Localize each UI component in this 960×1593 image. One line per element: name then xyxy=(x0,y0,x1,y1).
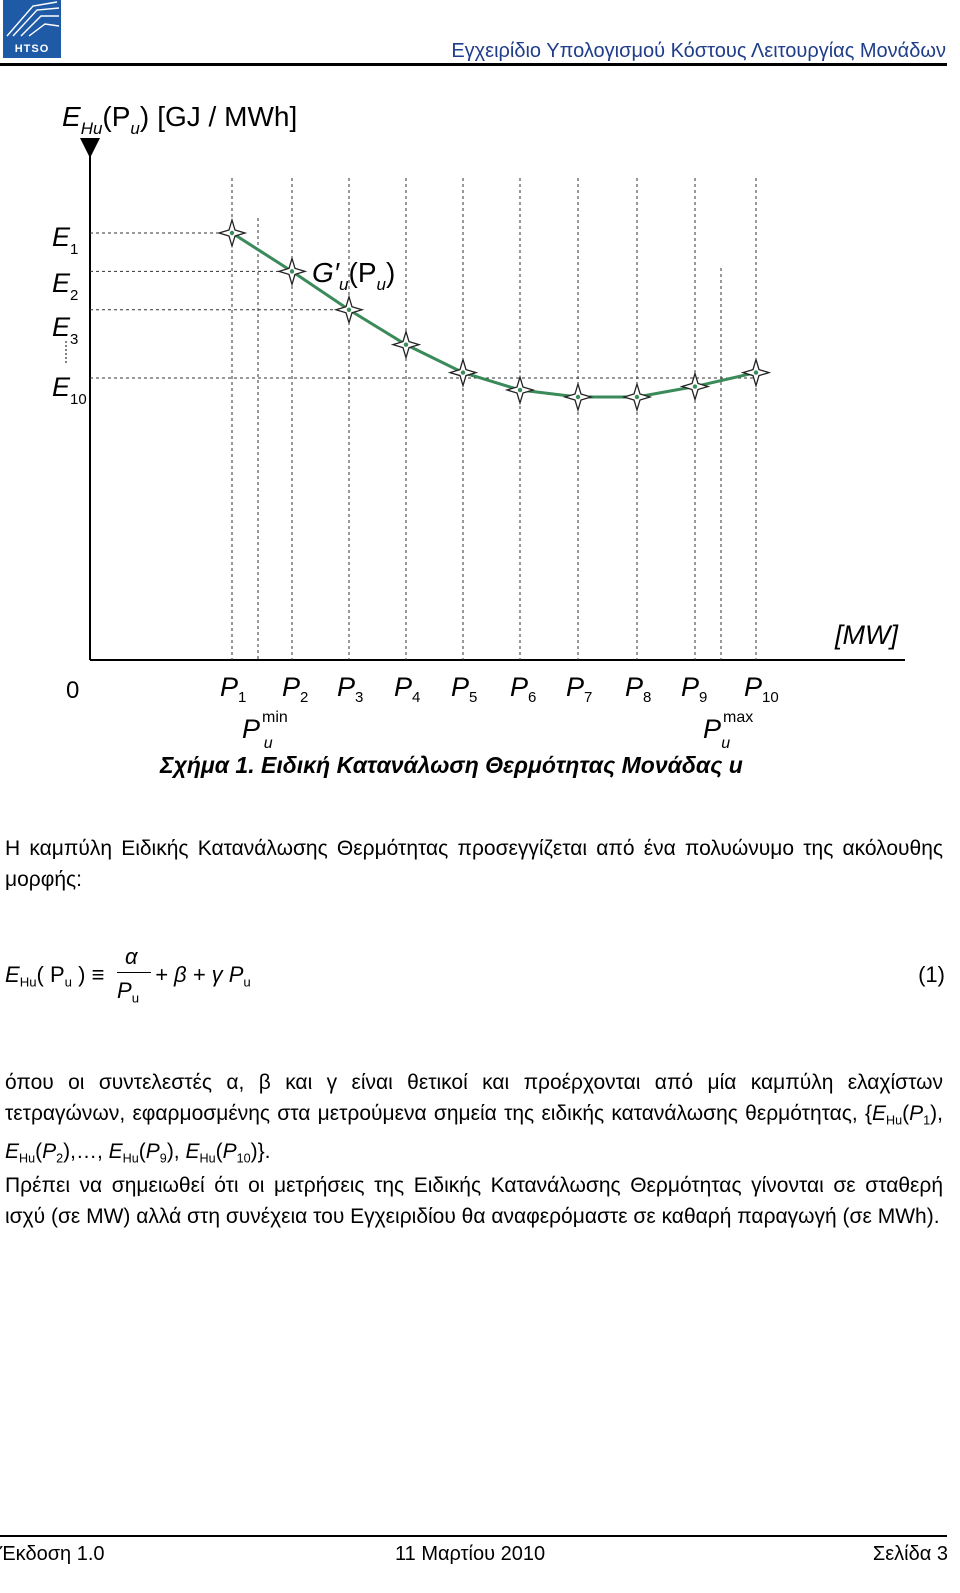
y-tick-sub: 2 xyxy=(70,287,79,304)
x-tick-label xyxy=(220,672,246,706)
horizontal-guides xyxy=(90,233,756,378)
star-marker-icon xyxy=(507,377,533,403)
star-center xyxy=(518,388,522,392)
footer-date: 11 Μαρτίου 2010 xyxy=(395,1543,546,1565)
y-axis-label: $E_{Hu}(P_u)$ [GJ / MWh] xyxy=(62,101,298,138)
star-center xyxy=(754,370,758,374)
logo-text: HTSO xyxy=(14,43,50,55)
star-marker-icon xyxy=(450,360,476,386)
y-tick-main: E xyxy=(52,312,71,342)
footer-edition: Έκδοση 1.0 xyxy=(0,1543,105,1565)
curve-label: $G'_u(P_u)$ xyxy=(312,257,396,294)
equation-rhs: + β + γ $P_u$ xyxy=(155,962,251,990)
star-center xyxy=(693,384,697,388)
star-marker-icon xyxy=(279,258,305,284)
x-tick-sub: 9 xyxy=(699,689,708,706)
x-tick-label xyxy=(337,672,363,706)
x-tick-sub: 8 xyxy=(643,689,652,706)
star-marker-icon xyxy=(743,360,769,386)
origin-label: 0 xyxy=(66,677,80,704)
equation-denominator: $P_u$ xyxy=(117,978,140,1006)
y-tick-sub: 10 xyxy=(70,391,87,408)
x-tick-main: P xyxy=(681,672,700,702)
star-center xyxy=(404,342,408,346)
header-title: Εγχειρίδιο Υπολογισμού Κόστους Λειτουργίας Μονάδων xyxy=(451,40,946,62)
heat-rate-chart xyxy=(0,66,960,756)
y-tick-sub: 1 xyxy=(70,241,79,258)
x-tick-sub: 6 xyxy=(528,689,537,706)
star-center xyxy=(290,269,294,273)
star-marker-icon xyxy=(624,384,650,410)
x-tick-sub: 3 xyxy=(355,689,364,706)
star-center xyxy=(576,395,580,399)
y-tick-label xyxy=(52,268,78,304)
x-tick-label xyxy=(282,672,308,706)
equation-lhs: $E_{Hu}$( $P_u$ ) ≡ xyxy=(5,962,105,990)
fraction-bar xyxy=(117,972,151,973)
x-tick-main: P xyxy=(625,672,644,702)
x-tick-main: P xyxy=(510,672,529,702)
x-tick-label xyxy=(681,672,707,706)
y-tick-main: E xyxy=(52,222,71,252)
x-tick-labels xyxy=(220,672,779,706)
x-tick-main: P xyxy=(220,672,239,702)
x-tick-main: P xyxy=(566,672,585,702)
y-tick-label xyxy=(52,312,78,348)
vertical-guides xyxy=(232,178,756,660)
x-tick-main: P xyxy=(744,672,763,702)
star-center xyxy=(230,231,234,235)
equation-1 xyxy=(5,944,945,1010)
paragraph-measurement-note: Πρέπει να σημειωθεί ότι οι μετρήσεις της Ειδικής Κατανάλωσης Θερμότητας γίνονται σε σταθερή ισχύ (σε MW) αλλά στη συνέχεια του Εγχειριδίου θα αναφερόμαστε σε καθαρή παραγωγή (σε MWh). xyxy=(5,1174,943,1228)
x-tick-main: P xyxy=(337,672,356,702)
paragraph-coefficients: όπου οι συντελεστές α, β και γ είναι θετικοί και προέρχονται από μία καμπύλη ελαχίστων τετραγώνων, εφαρμοσμένης στα μετρούμενα σημεία της ειδικής κατανάλωσης θερμότητας, {$E_{Hu}(P_1)$, $E_{Hu}(P_2),\dots$, $E_{Hu}(P_9)$, $E_{Hu}(P_{10})$}. xyxy=(5,1071,943,1166)
equation-alpha: α xyxy=(125,944,138,969)
pmax-label: P $^{max}$ u xyxy=(703,709,754,752)
y-tick-main: E xyxy=(52,372,71,402)
x-tick-sub: 5 xyxy=(469,689,478,706)
x-tick-label xyxy=(510,672,536,706)
x-tick-sub: 1 xyxy=(238,689,247,706)
star-center xyxy=(461,370,465,374)
y-tick-labels xyxy=(52,222,87,408)
star-center xyxy=(635,395,639,399)
equation-number: (1) xyxy=(918,962,945,987)
heat-rate-curve xyxy=(232,233,756,397)
y-tick-label xyxy=(52,222,78,258)
footer-page-number: Σελίδα 3 xyxy=(872,1543,948,1565)
star-marker-icon xyxy=(336,297,362,323)
paragraph-intro: Η καμπύλη Ειδικής Κατανάλωσης Θερμότητας προσεγγίζεται από ένα πολυώνυμο της ακόλουθης μορφής: xyxy=(5,837,943,891)
star-center xyxy=(347,308,351,312)
star-marker-icon xyxy=(682,374,708,400)
star-marker-icon xyxy=(393,332,419,358)
y-tick-sub: 3 xyxy=(70,331,79,348)
x-tick-sub: 7 xyxy=(584,689,593,706)
footer-rule xyxy=(0,1535,947,1537)
x-tick-sub: 2 xyxy=(300,689,309,706)
x-axis-unit: [MW] xyxy=(835,620,898,650)
x-tick-main: P xyxy=(282,672,301,702)
star-marker-icon xyxy=(565,384,591,410)
pmin-label: P $^{min}$ u xyxy=(242,709,288,752)
htso-logo xyxy=(3,0,61,58)
x-tick-main: P xyxy=(394,672,413,702)
x-tick-label xyxy=(451,672,477,706)
figure-caption: Σχήμα 1. Ειδική Κατανάλωση Θερμότητας Μονάδας u xyxy=(160,752,743,778)
star-marker-icon xyxy=(219,220,245,246)
x-tick-label xyxy=(625,672,651,706)
y-tick-main: E xyxy=(52,268,71,298)
x-tick-label xyxy=(566,672,592,706)
x-tick-sub: 4 xyxy=(412,689,421,706)
x-tick-label xyxy=(744,672,779,706)
x-tick-main: P xyxy=(451,672,470,702)
x-tick-sub: 10 xyxy=(762,689,779,706)
x-tick-label xyxy=(394,672,420,706)
logo-pylon-icon xyxy=(3,0,61,40)
y-tick-label xyxy=(52,372,87,408)
